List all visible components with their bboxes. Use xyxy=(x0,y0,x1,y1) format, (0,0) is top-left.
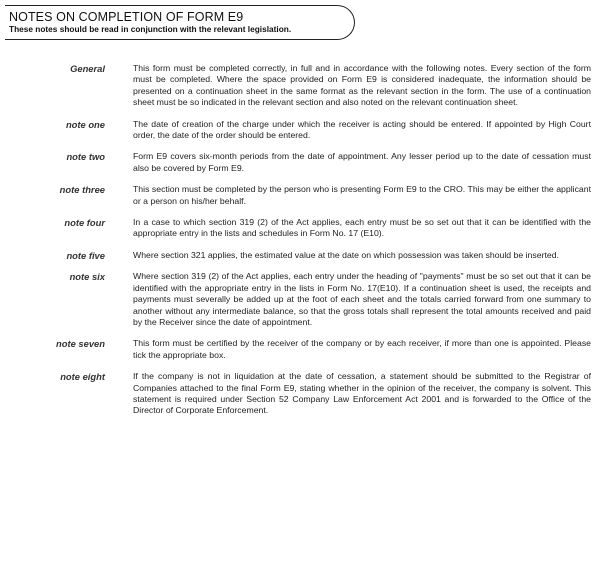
note-text: This form must be completed correctly, in full and in accordance with the following notes. Every section of the form must be completed. Where the space provided on Form E9 is considered inadequate, the information should be presented on a continuation sheet in the same format as the relevant section in the form. The use of a continuation sheet must be so indicated in the relevant section and also noted on the relevant continuation sheet. xyxy=(133,63,591,108)
note-text: This form must be certified by the receiver of the company or by each receiver, if more than one is appointed. Please tick the appropriate box. xyxy=(133,338,591,360)
note-label: note seven xyxy=(56,338,105,350)
note-text: This section must be completed by the person who is presenting Form E9 to the CRO. This may be either the applicant or a person on his/her behalf. xyxy=(133,184,591,206)
note-one xyxy=(0,119,612,142)
note-label: note six xyxy=(69,271,105,283)
page-title: NOTES ON COMPLETION OF FORM E9 xyxy=(9,10,244,24)
note-text: If the company is not in liquidation at the date of cessation, a statement should be submitted to the Registrar of Companies attached to the final Form E9, stating whether in the opinion of the receiver, the company is solvent. This statement is required under Section 52 Company Law Enforcement Act 2001 and is forwarded to the Office of the Director of Corporate Enforcement. xyxy=(133,371,591,416)
note-label: note two xyxy=(66,151,105,163)
note-label: note five xyxy=(66,249,105,261)
note-two xyxy=(0,151,612,174)
note-text: Where section 319 (2) of the Act applies, each entry under the heading of "payments" must be so set out that it can be identified with the appropriate entry in the lists in Form No. 17(E10). If a continuation sheet is used, the receipts and payments must severally be added up at the foot of each sheet and the totals carried forward from one summary to another without any intermediate balance, so that the gross totals shall represent the total amounts received and paid by the Receiver since the date of appointment. xyxy=(133,271,591,327)
note-seven xyxy=(0,338,612,361)
note-label: note one xyxy=(65,118,105,130)
note-text: In a case to which section 319 (2) of the Act applies, each entry must be so set out that it can be identified with the appropriate entry in the lists and schedules in Form No. 17 (E10). xyxy=(133,217,591,239)
note-label: note four xyxy=(64,217,105,229)
note-three xyxy=(0,184,612,207)
note-five xyxy=(0,250,612,261)
notes-list xyxy=(0,63,612,427)
note-eight xyxy=(0,371,612,417)
note-six xyxy=(0,271,612,328)
note-label: note eight xyxy=(60,371,105,383)
note-label: General xyxy=(70,63,105,74)
note-four xyxy=(0,217,612,240)
page-subtitle: These notes should be read in conjunction with the relevant legislation. xyxy=(9,24,292,34)
note-text: The date of creation of the charge under which the receiver is acting should be entered. If appointed by High Court order, the date of the order should be entered. xyxy=(133,118,591,141)
note-label: note three xyxy=(59,184,105,196)
note-text: Where section 321 applies, the estimated value at the date on which possession was taken should be inserted. xyxy=(133,249,559,260)
form-header xyxy=(5,5,355,40)
note-text: Form E9 covers six-month periods from the date of appointment. Any lesser period up to the date of cessation must also be covered by Form E9. xyxy=(133,151,591,173)
note-general xyxy=(0,63,612,109)
